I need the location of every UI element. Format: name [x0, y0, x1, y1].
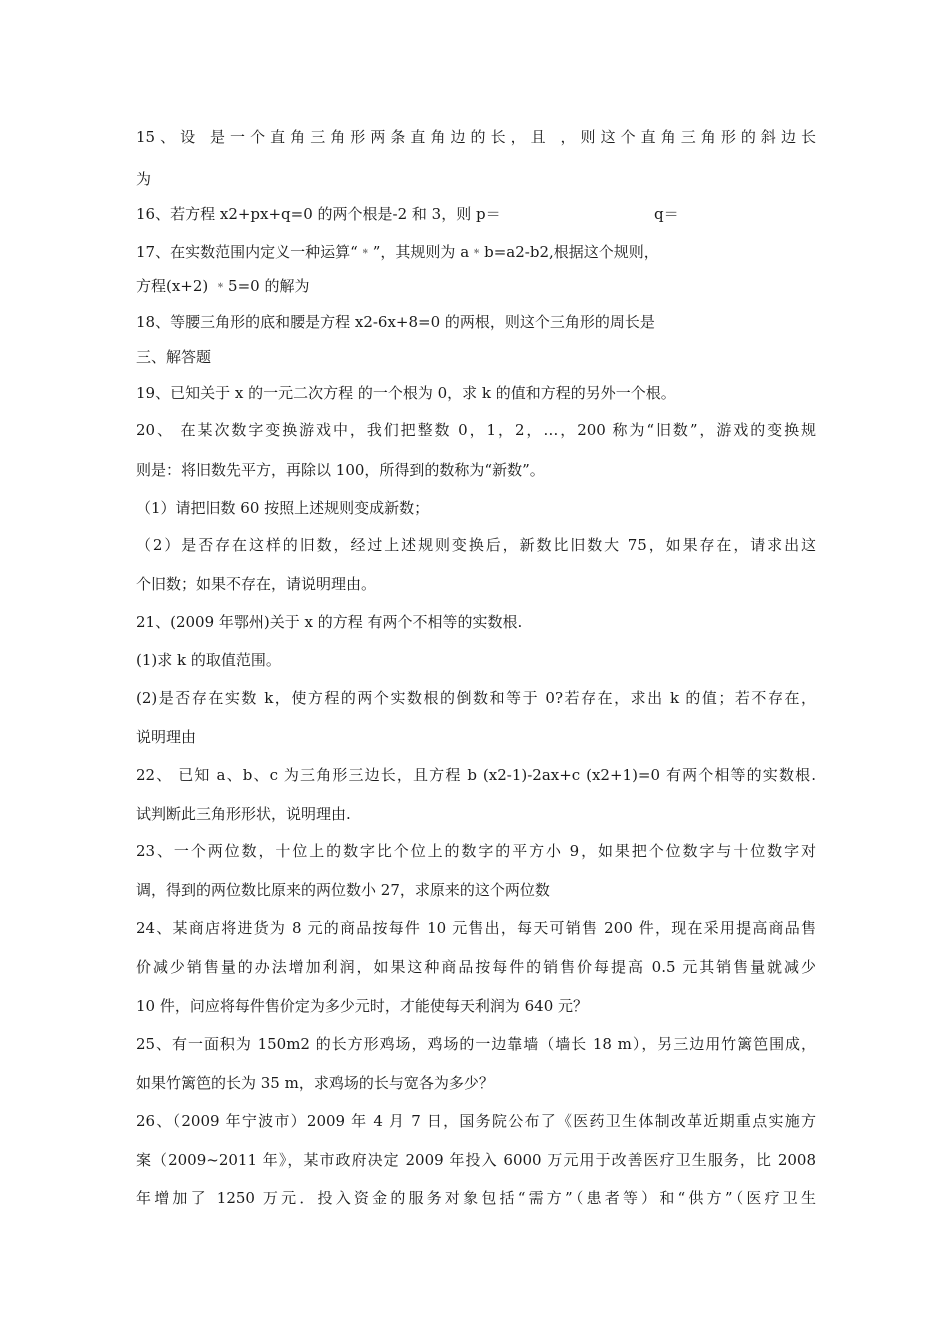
q19-line: 19、已知关于 x 的一元二次方程 的一个根为 0，求 k 的值和方程的另外一个根。 [136, 384, 676, 402]
q22-line-1: 22、 已知 a、b、c 为三角形三边长，且方程 b (x2-1)-2ax+c (x2+1)=0 有两个相等的实数根. [136, 766, 816, 784]
q24-line-1: 24、某商店将进货为 8 元的商品按每件 10 元售出，每天可销售 200 件，现在采用提高商品售 [136, 919, 816, 937]
q21-part2-line-1: (2)是否存在实数 k，使方程的两个实数根的倒数和等于 0?若存在，求出 k 的值；若不存在， [136, 689, 816, 707]
q20-part2-line-1: （2）是否存在这样的旧数，经过上述规则变换后，新数比旧数大 75，如果存在，请求出这 [136, 536, 816, 554]
q17-line-2: 方程(x+2) ﹡5=0 的解为 [136, 277, 310, 295]
q23-line-1: 23、一个两位数，十位上的数字比个位上的数字的平方小 9，如果把个位数字与十位数字对 [136, 842, 816, 860]
q22-line-2: 试判断此三角形形状，说明理由. [136, 805, 351, 823]
q20-line-1: 20、 在某次数字变换游戏中，我们把整数 0，1，2，…，200 称为“旧数”，游戏的变换规 [136, 421, 816, 439]
q21-line: 21、(2009 年鄂州)关于 x 的方程 有两个不相等的实数根. [136, 613, 523, 631]
q24-line-2: 价减少销售量的办法增加利润，如果这种商品按每件的销售价每提高 0.5 元其销售量就减少 [136, 958, 816, 976]
q21-part1: (1)求 k 的取值范围。 [136, 651, 281, 669]
q20-line-2: 则是：将旧数先平方，再除以 100，所得到的数称为“新数”。 [136, 461, 545, 479]
q17-line-1: 17、在实数范围内定义一种运算“﹡”，其规则为 a﹡b=a2-b2,根据这个规则， [136, 243, 659, 261]
q15-line-1: 15、设 是一个直角三角形两条直角边的长，且 ，则这个直角三角形的斜边长 [136, 128, 816, 146]
section-heading-3: 三、解答题 [136, 348, 212, 366]
q16-q-blank: q＝ [654, 205, 679, 223]
q26-line-2: 案（2009~2011 年》，某市政府决定 2009 年投入 6000 万元用于改善医疗卫生服务，比 2008 [136, 1151, 816, 1169]
q26-line-1: 26、（2009 年宁波市）2009 年 4 月 7 日，国务院公布了《医药卫生体制改革近期重点实施方 [136, 1112, 816, 1130]
q25-line-1: 25、有一面积为 150m2 的长方形鸡场，鸡场的一边靠墙（墙长 18 m），另三边用竹篱笆围成， [136, 1035, 816, 1053]
q20-part1: （1）请把旧数 60 按照上述规则变成新数； [136, 499, 430, 517]
q18-line: 18、等腰三角形的底和腰是方程 x2-6x+8=0 的两根，则这个三角形的周长是 [136, 313, 655, 331]
q24-line-3: 10 件，问应将每件售价定为多少元时，才能使每天利润为 640 元？ [136, 997, 589, 1015]
q21-part2-line-2: 说明理由 [136, 728, 197, 746]
q20-part2-line-2: 个旧数；如果不存在，请说明理由。 [136, 575, 377, 593]
q15-line-2: 为 [136, 170, 152, 188]
q16-line: 16、若方程 x2+px+q=0 的两个根是-2 和 3，则 p＝ [136, 205, 501, 223]
q23-line-2: 调，得到的两位数比原来的两位数小 27，求原来的这个两位数 [136, 881, 550, 899]
q26-line-3: 年增加了 1250 万元．投入资金的服务对象包括“需方”（患者等）和“供方”（医疗卫生 [136, 1189, 816, 1207]
q25-line-2: 如果竹篱笆的长为 35 m，求鸡场的长与宽各为多少？ [136, 1074, 494, 1092]
